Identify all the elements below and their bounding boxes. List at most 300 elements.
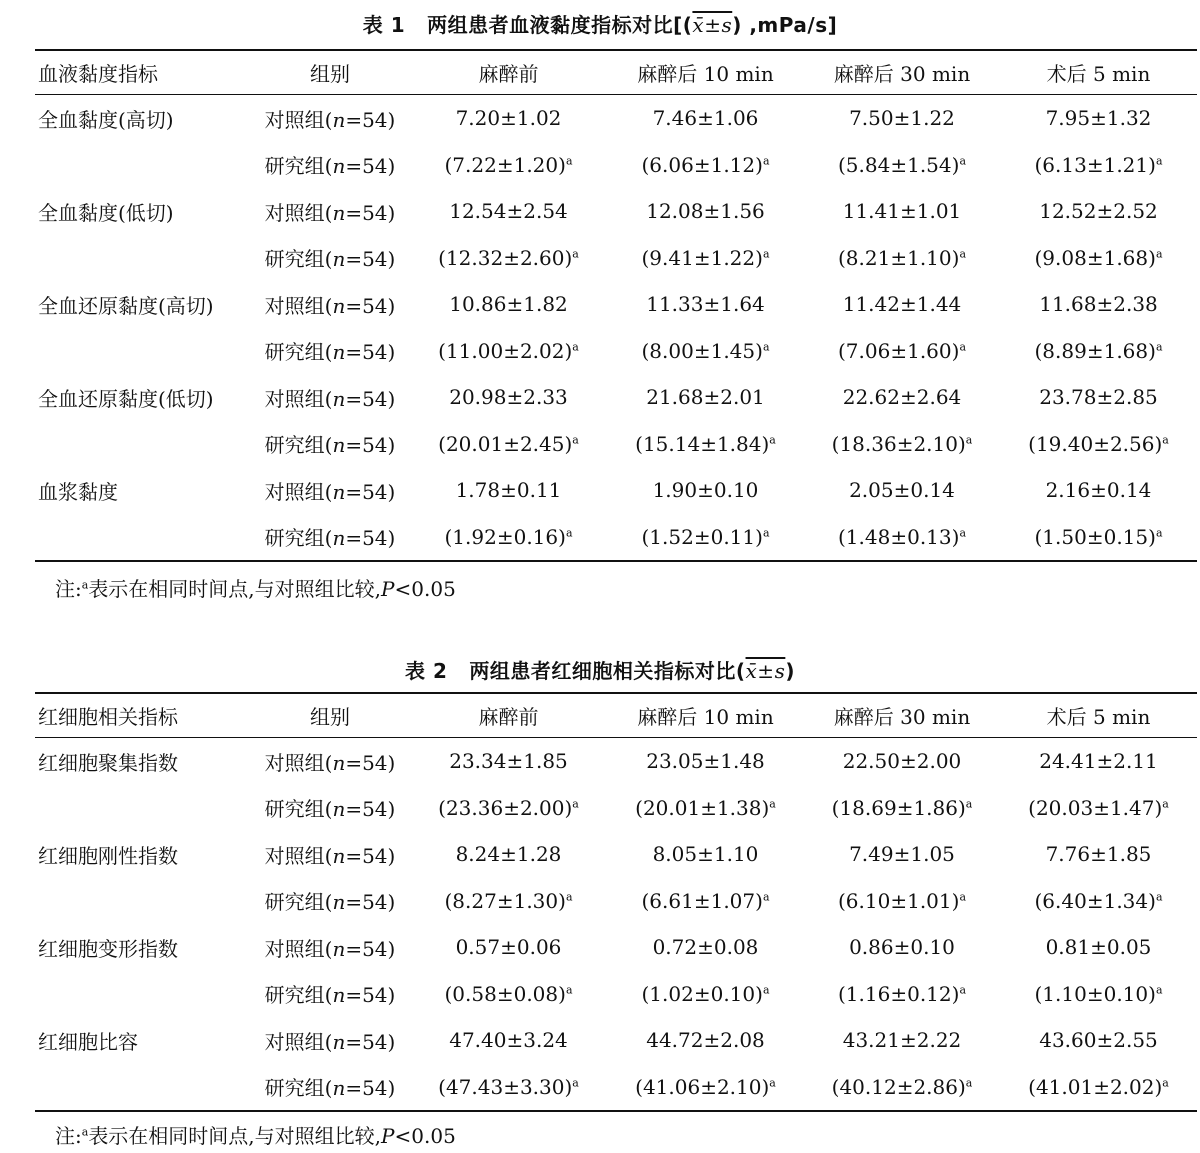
- table-row: [35, 1017, 1197, 1064]
- value-cell: [607, 142, 804, 189]
- indicator-cell: 红细胞刚性指数: [38, 843, 178, 868]
- sample-size-symbol: n: [332, 1076, 346, 1101]
- table-row: [35, 421, 1197, 468]
- significance-marker: a: [762, 154, 770, 168]
- group-paren-close: ): [387, 936, 396, 961]
- value-text: 22.62±2.64: [842, 385, 962, 410]
- table-1: [35, 49, 1197, 562]
- significance-marker: a: [1155, 983, 1163, 997]
- group-paren-close: ): [387, 797, 396, 822]
- value-text: (8.89±1.68): [1034, 338, 1156, 363]
- significance-marker: a: [959, 890, 966, 904]
- value-cell: [804, 971, 1000, 1018]
- table-row: [35, 924, 1197, 971]
- group-name: 对照组: [264, 293, 325, 318]
- sample-size-value: =54: [345, 890, 388, 915]
- group-cell: [250, 421, 410, 468]
- header-group: 组别: [250, 50, 410, 95]
- group-paren-open: (: [324, 526, 333, 551]
- group-paren-close: ): [387, 1076, 396, 1101]
- significance-marker: a: [959, 340, 966, 354]
- group-paren-close: ): [387, 1029, 396, 1054]
- significance-marker: a: [769, 797, 776, 811]
- group-name: 对照组: [264, 107, 325, 132]
- sample-size-symbol: n: [332, 479, 346, 504]
- group-name: 对照组: [264, 750, 325, 775]
- value-text: (1.48±0.13): [838, 524, 960, 549]
- value-cell: [804, 142, 1000, 189]
- value-cell: [410, 374, 607, 421]
- group-paren-open: (: [324, 797, 333, 822]
- value-cell: [410, 831, 607, 878]
- sample-size-symbol: n: [332, 797, 346, 822]
- table-2-caption: [0, 655, 1200, 684]
- group-paren-close: ): [387, 983, 396, 1008]
- indicator-cell: 红细胞聚集指数: [38, 750, 178, 775]
- significance-marker: a: [769, 1076, 776, 1090]
- value-text: 7.76±1.85: [1045, 842, 1152, 867]
- group-name: 研究组: [264, 797, 325, 822]
- table-row: [35, 831, 1197, 878]
- group-paren-close: ): [387, 386, 396, 411]
- header-group: 组别: [250, 693, 410, 738]
- value-text: 2.16±0.14: [1045, 478, 1152, 503]
- value-text: 24.41±2.11: [1039, 749, 1158, 774]
- sample-size-symbol: n: [332, 843, 346, 868]
- indicator-cell: [35, 142, 250, 189]
- value-cell: [804, 95, 1000, 142]
- significance-marker: a: [565, 526, 573, 540]
- indicator-cell: [35, 514, 250, 562]
- value-text: (6.10±1.01): [838, 888, 960, 913]
- value-cell: [1000, 924, 1197, 971]
- value-text: 11.33±1.64: [646, 292, 765, 317]
- value-cell: [410, 878, 607, 925]
- value-text: 11.42±1.44: [842, 292, 962, 317]
- value-cell: [410, 235, 607, 282]
- value-cell: [410, 281, 607, 328]
- significance-marker: a: [762, 247, 770, 261]
- indicator-cell: [35, 878, 250, 925]
- value-text: (1.52±0.11): [641, 524, 763, 549]
- indicator-cell: 全血还原黏度(低切): [38, 386, 214, 411]
- value-text: (9.41±1.22): [641, 245, 763, 270]
- table-row: [35, 281, 1197, 328]
- significance-marker: a: [1155, 154, 1163, 168]
- table-row: [35, 328, 1197, 375]
- value-text: (6.06±1.12): [641, 152, 763, 177]
- table-2-number: 表 2: [405, 659, 448, 683]
- indicator-cell: 全血还原黏度(高切): [38, 293, 214, 318]
- value-cell: [1000, 281, 1197, 328]
- value-text: 0.86±0.10: [849, 935, 955, 960]
- group-paren-open: (: [324, 247, 333, 272]
- value-cell: [410, 1064, 607, 1112]
- group-paren-open: (: [324, 200, 333, 225]
- value-cell: [804, 467, 1000, 514]
- value-cell: [410, 738, 607, 785]
- table-1-title: 两组患者血液黏度指标对比: [427, 13, 674, 37]
- value-cell: [804, 785, 1000, 832]
- table-1-unit: ,mPa/s]: [741, 13, 838, 37]
- value-text: 1.90±0.10: [652, 478, 759, 503]
- group-cell: [250, 831, 410, 878]
- group-name: 对照组: [264, 386, 325, 411]
- sample-size-value: =54: [345, 386, 388, 411]
- value-text: (6.13±1.21): [1034, 152, 1156, 177]
- group-paren-close: ): [387, 200, 396, 225]
- significance-marker: a: [1155, 340, 1163, 354]
- indicator-cell: [35, 785, 250, 832]
- value-cell: [1000, 328, 1197, 375]
- footnote-marker: a: [81, 1125, 89, 1139]
- table-header-row: [35, 693, 1197, 738]
- indicator-cell: 红细胞比容: [38, 1029, 138, 1054]
- value-text: (40.12±2.86): [831, 1074, 966, 1099]
- table-2-mean-sd-symbol: x̄±s: [745, 659, 786, 683]
- header-time-1: 麻醉前: [410, 50, 607, 95]
- table-row: [35, 467, 1197, 514]
- sample-size-symbol: n: [332, 200, 346, 225]
- footnote-p-threshold: <0.05: [394, 577, 456, 601]
- table-row: [35, 785, 1197, 832]
- value-cell: [607, 95, 804, 142]
- value-cell: [804, 878, 1000, 925]
- group-name: 研究组: [264, 433, 325, 458]
- group-cell: [250, 374, 410, 421]
- value-cell: [607, 878, 804, 925]
- group-paren-close: ): [387, 340, 396, 365]
- significance-marker: a: [572, 340, 579, 354]
- value-cell: [410, 142, 607, 189]
- sample-size-value: =54: [345, 526, 388, 551]
- group-paren-open: (: [324, 843, 333, 868]
- value-text: 7.50±1.22: [849, 106, 955, 131]
- indicator-cell: 全血黏度(低切): [38, 200, 174, 225]
- sample-size-symbol: n: [332, 107, 346, 132]
- footnote-p-symbol: P: [381, 577, 395, 601]
- value-cell: [1000, 878, 1197, 925]
- group-name: 对照组: [264, 936, 325, 961]
- significance-marker: a: [1162, 433, 1169, 447]
- value-text: 22.50±2.00: [842, 749, 962, 774]
- value-text: (20.03±1.47): [1028, 795, 1163, 820]
- value-text: (18.36±2.10): [831, 431, 966, 456]
- value-cell: [410, 467, 607, 514]
- significance-marker: a: [565, 890, 573, 904]
- header-indicator: 红细胞相关指标: [35, 693, 250, 738]
- value-text: (1.02±0.10): [641, 981, 763, 1006]
- value-cell: [1000, 971, 1197, 1018]
- group-paren-close: ): [387, 890, 396, 915]
- group-cell: [250, 1017, 410, 1064]
- value-cell: [410, 785, 607, 832]
- table-row: [35, 1064, 1197, 1112]
- sample-size-value: =54: [345, 843, 388, 868]
- value-text: (1.50±0.15): [1034, 524, 1156, 549]
- table-2-caption-open: (: [735, 659, 746, 683]
- value-cell: [804, 281, 1000, 328]
- significance-marker: a: [965, 1076, 973, 1090]
- value-text: 0.57±0.06: [455, 935, 562, 960]
- indicator-cell: 红细胞变形指数: [38, 936, 178, 961]
- value-cell: [607, 1064, 804, 1112]
- value-cell: [804, 328, 1000, 375]
- value-cell: [607, 738, 804, 785]
- significance-marker: a: [769, 433, 776, 447]
- group-paren-open: (: [324, 479, 333, 504]
- value-text: (18.69±1.86): [831, 795, 966, 820]
- value-text: 8.05±1.10: [652, 842, 759, 867]
- sample-size-value: =54: [345, 479, 388, 504]
- sample-size-value: =54: [345, 154, 388, 179]
- indicator-cell: 全血黏度(高切): [38, 107, 174, 132]
- value-text: (41.01±2.02): [1028, 1074, 1163, 1099]
- group-paren-open: (: [324, 293, 333, 318]
- indicator-cell: [35, 328, 250, 375]
- value-cell: [804, 514, 1000, 562]
- value-cell: [607, 924, 804, 971]
- value-text: (41.06±2.10): [635, 1074, 770, 1099]
- table-2-title: 两组患者红细胞相关指标对比: [469, 659, 736, 683]
- sample-size-value: =54: [345, 1076, 388, 1101]
- group-cell: [250, 924, 410, 971]
- value-cell: [410, 328, 607, 375]
- value-text: 47.40±3.24: [449, 1028, 568, 1053]
- group-cell: [250, 281, 410, 328]
- value-text: 12.54±2.54: [449, 199, 568, 224]
- significance-marker: a: [565, 983, 573, 997]
- table-row: [35, 95, 1197, 142]
- table-row: [35, 188, 1197, 235]
- value-text: 12.08±1.56: [646, 199, 765, 224]
- table-2-footnote: [55, 1120, 456, 1149]
- group-cell: [250, 878, 410, 925]
- value-cell: [607, 421, 804, 468]
- value-cell: [607, 831, 804, 878]
- sample-size-symbol: n: [332, 936, 346, 961]
- value-cell: [804, 188, 1000, 235]
- sample-size-symbol: n: [332, 890, 346, 915]
- table-row: [35, 374, 1197, 421]
- group-cell: [250, 328, 410, 375]
- value-cell: [804, 831, 1000, 878]
- group-name: 研究组: [264, 1076, 325, 1101]
- value-text: 12.52±2.52: [1039, 199, 1158, 224]
- header-time-4: 术后 5 min: [1000, 693, 1197, 738]
- group-paren-open: (: [324, 1076, 333, 1101]
- group-paren-open: (: [324, 890, 333, 915]
- sample-size-symbol: n: [332, 526, 346, 551]
- value-cell: [410, 1017, 607, 1064]
- value-cell: [1000, 374, 1197, 421]
- value-text: (8.27±1.30): [444, 888, 566, 913]
- header-time-4: 术后 5 min: [1000, 50, 1197, 95]
- value-text: 11.68±2.38: [1039, 292, 1158, 317]
- value-cell: [1000, 1064, 1197, 1112]
- indicator-cell: 血浆黏度: [38, 479, 118, 504]
- group-paren-close: ): [387, 433, 396, 458]
- group-name: 对照组: [264, 1029, 325, 1054]
- table-2-caption-close: ): [785, 659, 795, 683]
- sample-size-symbol: n: [332, 293, 346, 318]
- group-name: 研究组: [264, 154, 325, 179]
- value-cell: [410, 971, 607, 1018]
- significance-marker: a: [959, 154, 966, 168]
- group-name: 研究组: [264, 247, 325, 272]
- group-paren-close: ): [387, 293, 396, 318]
- group-name: 对照组: [264, 200, 325, 225]
- sample-size-value: =54: [345, 293, 388, 318]
- group-paren-close: ): [387, 843, 396, 868]
- footnote-prefix: 注:: [55, 577, 82, 601]
- value-cell: [1000, 831, 1197, 878]
- value-text: (8.21±1.10): [838, 245, 960, 270]
- value-text: 0.81±0.05: [1045, 935, 1152, 960]
- table-row: [35, 878, 1197, 925]
- group-cell: [250, 95, 410, 142]
- value-cell: [1000, 785, 1197, 832]
- header-time-2: 麻醉后 10 min: [607, 693, 804, 738]
- header-time-3: 麻醉后 30 min: [804, 50, 1000, 95]
- value-cell: [1000, 738, 1197, 785]
- value-text: (19.40±2.56): [1028, 431, 1163, 456]
- value-text: 23.34±1.85: [449, 749, 568, 774]
- sample-size-value: =54: [345, 1029, 388, 1054]
- sample-size-symbol: n: [332, 340, 346, 365]
- value-text: 7.95±1.32: [1045, 106, 1152, 131]
- value-text: 7.20±1.02: [455, 106, 562, 131]
- significance-marker: a: [1162, 1076, 1169, 1090]
- group-paren-close: ): [387, 526, 396, 551]
- group-name: 对照组: [264, 843, 325, 868]
- sample-size-value: =54: [345, 247, 388, 272]
- significance-marker: a: [1155, 526, 1163, 540]
- sample-size-value: =54: [345, 433, 388, 458]
- group-paren-open: (: [324, 750, 333, 775]
- value-text: (7.06±1.60): [838, 338, 960, 363]
- value-cell: [410, 95, 607, 142]
- indicator-cell: [35, 1064, 250, 1112]
- significance-marker: a: [572, 797, 579, 811]
- value-text: (9.08±1.68): [1034, 245, 1156, 270]
- sample-size-symbol: n: [332, 433, 346, 458]
- value-cell: [804, 421, 1000, 468]
- sample-size-value: =54: [345, 107, 388, 132]
- value-text: 23.05±1.48: [646, 749, 765, 774]
- group-name: 研究组: [264, 340, 325, 365]
- group-paren-close: ): [387, 247, 396, 272]
- sample-size-value: =54: [345, 797, 388, 822]
- sample-size-value: =54: [345, 983, 388, 1008]
- value-text: (1.10±0.10): [1034, 981, 1156, 1006]
- sample-size-symbol: n: [332, 247, 346, 272]
- group-name: 研究组: [264, 983, 325, 1008]
- sample-size-symbol: n: [332, 386, 346, 411]
- group-paren-close: ): [387, 154, 396, 179]
- group-name: 对照组: [264, 479, 325, 504]
- indicator-cell: [35, 971, 250, 1018]
- value-text: 43.21±2.22: [842, 1028, 962, 1053]
- value-text: 1.78±0.11: [455, 478, 562, 503]
- value-text: (1.16±0.12): [838, 981, 960, 1006]
- indicator-cell: [35, 421, 250, 468]
- sample-size-value: =54: [345, 936, 388, 961]
- header-time-1: 麻醉前: [410, 693, 607, 738]
- value-cell: [410, 421, 607, 468]
- group-paren-open: (: [324, 107, 333, 132]
- significance-marker: a: [959, 526, 966, 540]
- value-cell: [804, 1017, 1000, 1064]
- value-cell: [1000, 95, 1197, 142]
- table-1-caption-close: ): [732, 13, 742, 37]
- significance-marker: a: [1162, 797, 1169, 811]
- table-1-number: 表 1: [362, 13, 406, 37]
- value-cell: [607, 235, 804, 282]
- value-text: (12.32±2.60): [438, 245, 573, 270]
- table-1-caption: [0, 9, 1200, 38]
- value-text: (47.43±3.30): [438, 1074, 573, 1099]
- value-cell: [1000, 514, 1197, 562]
- group-name: 研究组: [264, 526, 325, 551]
- footnote-p-symbol: P: [381, 1124, 395, 1148]
- indicator-cell: [35, 235, 250, 282]
- sample-size-symbol: n: [332, 1029, 346, 1054]
- value-text: (11.00±2.02): [438, 338, 573, 363]
- header-time-2: 麻醉后 10 min: [607, 50, 804, 95]
- footnote-text: 表示在相同时间点,与对照组比较,: [88, 1124, 382, 1148]
- value-cell: [804, 374, 1000, 421]
- sample-size-value: =54: [345, 750, 388, 775]
- table-row: [35, 738, 1197, 785]
- value-cell: [1000, 142, 1197, 189]
- significance-marker: a: [762, 983, 770, 997]
- significance-marker: a: [565, 154, 573, 168]
- significance-marker: a: [959, 983, 966, 997]
- group-name: 研究组: [264, 890, 325, 915]
- value-text: (7.22±1.20): [444, 152, 566, 177]
- significance-marker: a: [762, 890, 770, 904]
- group-cell: [250, 235, 410, 282]
- footnote-text: 表示在相同时间点,与对照组比较,: [88, 577, 382, 601]
- table-1-footnote: [55, 573, 456, 602]
- value-text: 43.60±2.55: [1039, 1028, 1158, 1053]
- value-cell: [410, 514, 607, 562]
- value-text: 8.24±1.28: [455, 842, 562, 867]
- significance-marker: a: [572, 433, 579, 447]
- value-cell: [1000, 421, 1197, 468]
- value-cell: [607, 281, 804, 328]
- value-text: (15.14±1.84): [635, 431, 770, 456]
- value-text: 2.05±0.14: [849, 478, 955, 503]
- value-cell: [410, 924, 607, 971]
- group-cell: [250, 467, 410, 514]
- group-paren-open: (: [324, 1029, 333, 1054]
- group-paren-open: (: [324, 936, 333, 961]
- value-text: 23.78±2.85: [1039, 385, 1158, 410]
- table-2: [35, 692, 1197, 1112]
- significance-marker: a: [1155, 890, 1163, 904]
- group-cell: [250, 514, 410, 562]
- value-text: (8.00±1.45): [641, 338, 763, 363]
- value-cell: [607, 514, 804, 562]
- group-cell: [250, 1064, 410, 1112]
- sample-size-symbol: n: [332, 750, 346, 775]
- value-cell: [804, 924, 1000, 971]
- table-row: [35, 142, 1197, 189]
- value-cell: [607, 188, 804, 235]
- significance-marker: a: [965, 433, 973, 447]
